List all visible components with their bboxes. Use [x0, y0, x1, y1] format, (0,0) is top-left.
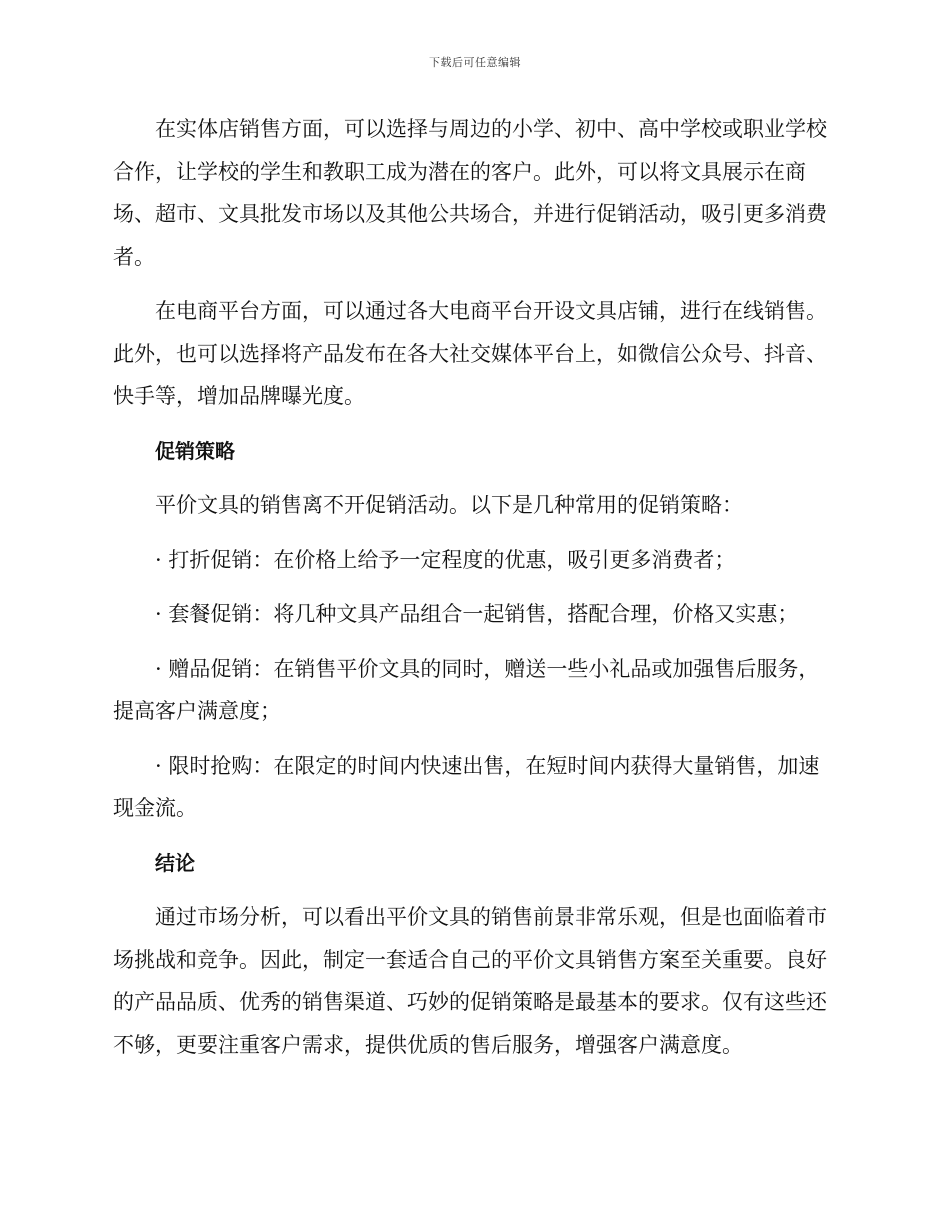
paragraph-promotion-intro: 平价文具的销售离不开促销活动。以下是几种常用的促销策略：: [155, 493, 743, 517]
list-item-flash-sale: · 限时抢购：在限定的时间内快速出售，在短时间内获得大量销售，加速现金流。: [113, 753, 820, 820]
list-item-bundle: · 套餐促销：将几种文具产品组合一起销售，搭配合理，价格又实惠；: [155, 602, 799, 626]
paragraph-online-sales: 在电商平台方面，可以通过各大电商平台开设文具店铺，进行在线销售。此外，也可以选择将产品发布在各大社交媒体平台上，如微信公众号、抖音、快手等，增加品牌曝光度。: [113, 299, 827, 408]
paragraph-offline-sales: 在实体店销售方面，可以选择与周边的小学、初中、高中学校或职业学校合作，让学校的学生和教职工成为潜在的客户。此外，可以将文具展示在商场、超市、文具批发市场以及其他公共场合，并进行促销活动，吸引更多消费者。: [113, 117, 827, 269]
section-heading-conclusion: 结论: [155, 850, 195, 875]
paragraph-conclusion: 通过市场分析，可以看出平价文具的销售前景非常乐观，但是也面临着市场挑战和竞争。因此，制定一套适合自己的平价文具销售方案至关重要。良好的产品品质、优秀的销售渠道、巧妙的促销策略是最基本的要求。仅有这些还不够，更要注重客户需求，提供优质的售后服务，增强客户满意度。: [113, 905, 827, 1057]
list-item-discount: · 打折促销：在价格上给予一定程度的优惠，吸引更多消费者；: [155, 547, 736, 572]
document-body: [113, 108, 833, 1066]
list-item-gift: · 赠品促销：在销售平价文具的同时，赠送一些小礼品或加强售后服务，提高客户满意度；: [113, 656, 820, 723]
page-header: 下载后可任意编辑: [429, 56, 521, 69]
section-heading-promotion: 促销策略: [155, 438, 235, 463]
